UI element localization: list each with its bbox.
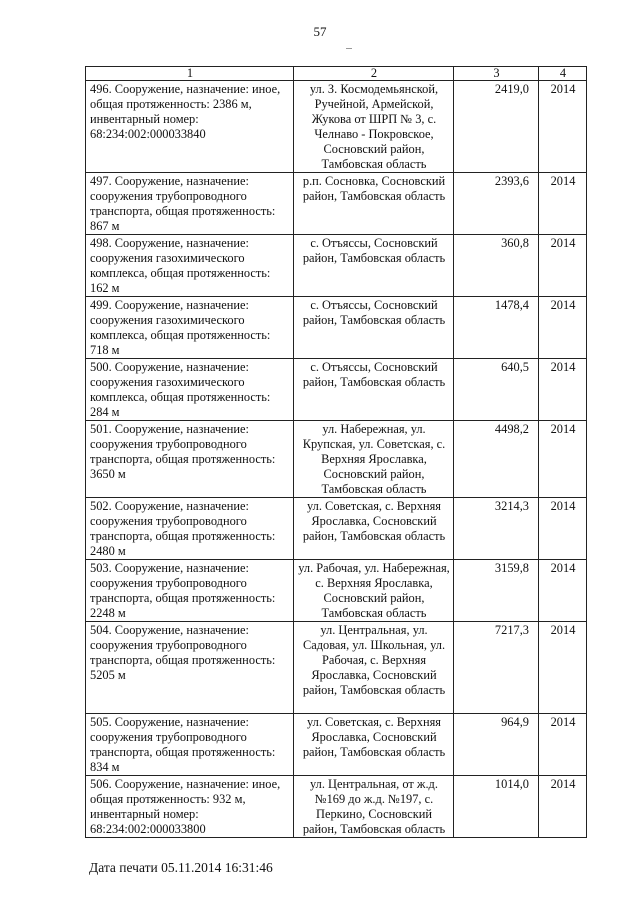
- object-description: 505. Сооружение, назначение: сооружения трубопроводного транспорта, общая протяженность: 834 м: [86, 714, 294, 776]
- scan-mark: [346, 48, 352, 49]
- object-value: 360,8: [454, 235, 539, 297]
- object-address: ул. Набережная, ул. Крупская, ул. Советская, с. Верхняя Ярославка, Сосновский район, Тамбовская область: [294, 421, 454, 498]
- table-row: [86, 297, 587, 359]
- object-value: 1014,0: [454, 776, 539, 838]
- object-description: 504. Сооружение, назначение: сооружения трубопроводного транспорта, общая протяженность: 5205 м: [86, 622, 294, 714]
- header-col-3: 3: [454, 67, 539, 81]
- object-value: 3159,8: [454, 560, 539, 622]
- object-value: 1478,4: [454, 297, 539, 359]
- object-year: 2014: [539, 714, 587, 776]
- object-description: 499. Сооружение, назначение: сооружения газохимического комплекса, общая протяженность: 718 м: [86, 297, 294, 359]
- table-row: [86, 622, 587, 714]
- object-year: 2014: [539, 776, 587, 838]
- page-number: 57: [313, 24, 327, 39]
- object-address: р.п. Сосновка, Сосновский район, Тамбовская область: [294, 173, 454, 235]
- object-description: 501. Сооружение, назначение: сооружения трубопроводного транспорта, общая протяженность: 3650 м: [86, 421, 294, 498]
- object-address: с. Отъяссы, Сосновский район, Тамбовская область: [294, 359, 454, 421]
- object-address: ул. Советская, с. Верхняя Ярославка, Сосновский район, Тамбовская область: [294, 714, 454, 776]
- object-description: 503. Сооружение, назначение: сооружения трубопроводного транспорта, общая протяженность: 2248 м: [86, 560, 294, 622]
- table-row: [86, 560, 587, 622]
- header-col-4: 4: [539, 67, 587, 81]
- object-year: 2014: [539, 622, 587, 714]
- header-col-2: 2: [294, 67, 454, 81]
- object-year: 2014: [539, 498, 587, 560]
- object-address: ул. З. Космодемьянской, Ручейной, Армейской, Жукова от ШРП № 3, с. Челнаво - Покровское, Сосновский район, Тамбовская область: [294, 81, 454, 173]
- property-table: [85, 66, 587, 838]
- object-description: 506. Сооружение, назначение: иное, общая протяженность: 932 м, инвентарный номер: 68:234:002:000033800: [86, 776, 294, 838]
- table-row: [86, 359, 587, 421]
- table-row: [86, 714, 587, 776]
- table-row: [86, 81, 587, 173]
- object-year: 2014: [539, 81, 587, 173]
- object-address: ул. Советская, с. Верхняя Ярославка, Сосновский район, Тамбовская область: [294, 498, 454, 560]
- object-year: 2014: [539, 421, 587, 498]
- object-year: 2014: [539, 359, 587, 421]
- object-value: 3214,3: [454, 498, 539, 560]
- object-value: 2419,0: [454, 81, 539, 173]
- table-row: [86, 776, 587, 838]
- object-value: 964,9: [454, 714, 539, 776]
- object-year: 2014: [539, 173, 587, 235]
- table-row: [86, 498, 587, 560]
- object-value: 7217,3: [454, 622, 539, 714]
- object-value: 4498,2: [454, 421, 539, 498]
- object-value: 640,5: [454, 359, 539, 421]
- object-year: 2014: [539, 297, 587, 359]
- object-description: 502. Сооружение, назначение: сооружения трубопроводного транспорта, общая протяженность: 2480 м: [86, 498, 294, 560]
- object-address: с. Отъяссы, Сосновский район, Тамбовская область: [294, 297, 454, 359]
- object-value: 2393,6: [454, 173, 539, 235]
- header-col-1: 1: [86, 67, 294, 81]
- object-year: 2014: [539, 560, 587, 622]
- header-row: [86, 67, 587, 81]
- print-date: Дата печати 05.11.2014 16:31:46: [89, 860, 273, 875]
- object-year: 2014: [539, 235, 587, 297]
- object-description: 500. Сооружение, назначение: сооружения газохимического комплекса, общая протяженность: 284 м: [86, 359, 294, 421]
- table-row: [86, 173, 587, 235]
- object-description: 496. Сооружение, назначение: иное, общая протяженность: 2386 м, инвентарный номер: 68:234:002:000033840: [86, 81, 294, 173]
- object-description: 497. Сооружение, назначение: сооружения трубопроводного транспорта, общая протяженность: 867 м: [86, 173, 294, 235]
- object-description: 498. Сооружение, назначение: сооружения газохимического комплекса, общая протяженность: 162 м: [86, 235, 294, 297]
- object-address: с. Отъяссы, Сосновский район, Тамбовская область: [294, 235, 454, 297]
- object-address: ул. Центральная, от ж.д. №169 до ж.д. №197, с. Перкино, Сосновский район, Тамбовская область: [294, 776, 454, 838]
- table-row: [86, 421, 587, 498]
- table-row: [86, 235, 587, 297]
- object-address: ул. Рабочая, ул. Набережная, с. Верхняя Ярославка, Сосновский район, Тамбовская область: [294, 560, 454, 622]
- object-address: ул. Центральная, ул. Садовая, ул. Школьная, ул. Рабочая, с. Верхняя Ярославка, Сосновский район, Тамбовская область: [294, 622, 454, 714]
